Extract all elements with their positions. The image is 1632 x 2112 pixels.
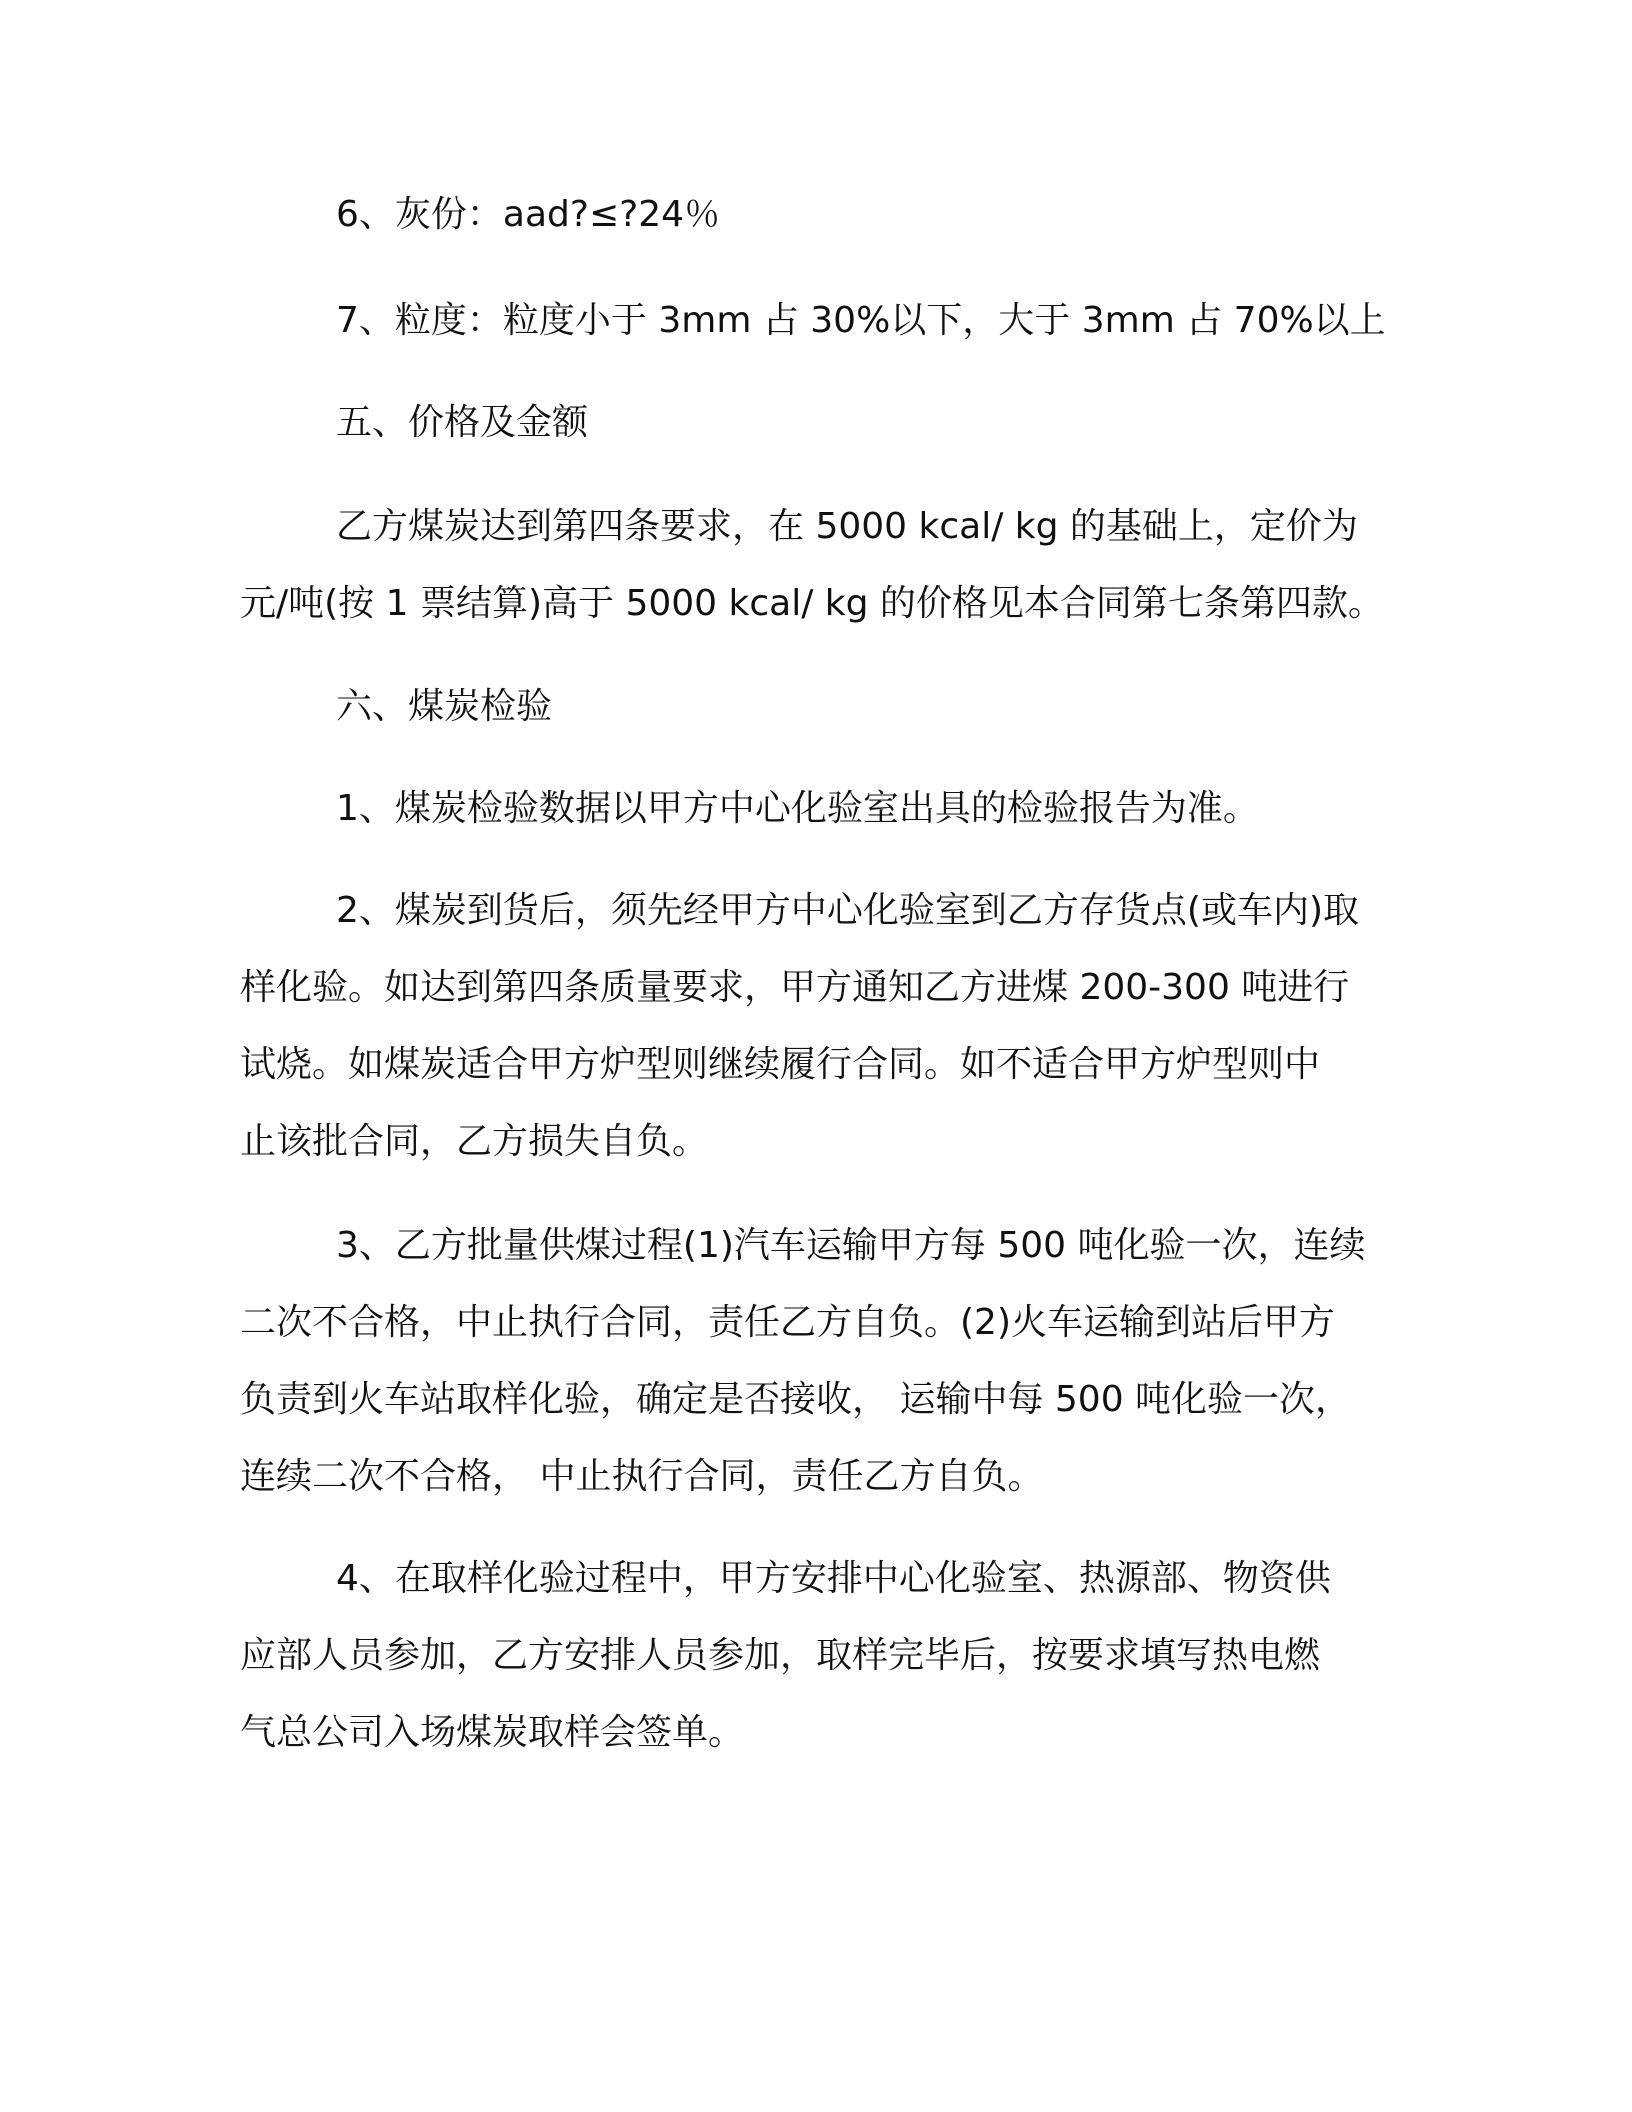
price-paragraph	[240, 488, 1396, 642]
text-line: 元/吨(按 1 票结算)高于 5000 kcal/ kg 的价格见本合同第七条第四款。	[240, 583, 1384, 624]
text-line: 试烧。如煤炭适合甲方炉型则继续履行合同。如不适合甲方炉型则中	[240, 1044, 1321, 1085]
inspection-item-4	[240, 1540, 1396, 1771]
text-line: 二次不合格，中止执行合同，责任乙方自负。(2)火车运输到站后甲方	[240, 1302, 1335, 1343]
text-line: 五、价格及金额	[336, 402, 589, 443]
text-line: 2、煤炭到货后，须先经甲方中心化验室到乙方存货点(或车内)取	[336, 890, 1359, 931]
text-line: 6、灰份：aad?≤?24％	[336, 194, 721, 235]
text-line: 1、煤炭检验数据以甲方中心化验室出具的检验报告为准。	[336, 788, 1259, 829]
text-line: 应部人员参加，乙方安排人员参加，取样完毕后，按要求填写热电燃	[240, 1635, 1321, 1676]
text-line: 气总公司入场煤炭取样会签单。	[240, 1712, 745, 1753]
text-line: 样化验。如达到第四条质量要求，甲方通知乙方进煤 200-300 吨进行	[240, 967, 1350, 1008]
item-6-ash	[240, 176, 1396, 253]
text-line: 7、粒度：粒度小于 3mm 占 30%以下，大于 3mm 占 70%以上	[336, 300, 1386, 341]
text-line: 3、乙方批量供煤过程(1)汽车运输甲方每 500 吨化验一次，连续	[336, 1225, 1366, 1266]
inspection-item-1	[240, 770, 1396, 847]
section-heading-price	[240, 384, 1396, 461]
text-line: 连续二次不合格， 中止执行合同，责任乙方自负。	[240, 1456, 1044, 1497]
text-line: 负责到火车站取样化验，确定是否接收， 运输中每 500 吨化验一次，	[240, 1379, 1352, 1420]
section-heading-inspection	[240, 668, 1396, 745]
text-line: 六、煤炭检验	[336, 686, 553, 727]
text-line: 乙方煤炭达到第四条要求，在 5000 kcal/ kg 的基础上，定价为	[336, 506, 1358, 547]
item-7-granularity	[240, 282, 1396, 359]
text-line: 止该批合同，乙方损失自负。	[240, 1121, 709, 1162]
inspection-item-2	[240, 872, 1396, 1180]
text-line: 4、在取样化验过程中，甲方安排中心化验室、热源部、物资供	[336, 1558, 1331, 1599]
inspection-item-3	[240, 1207, 1396, 1515]
